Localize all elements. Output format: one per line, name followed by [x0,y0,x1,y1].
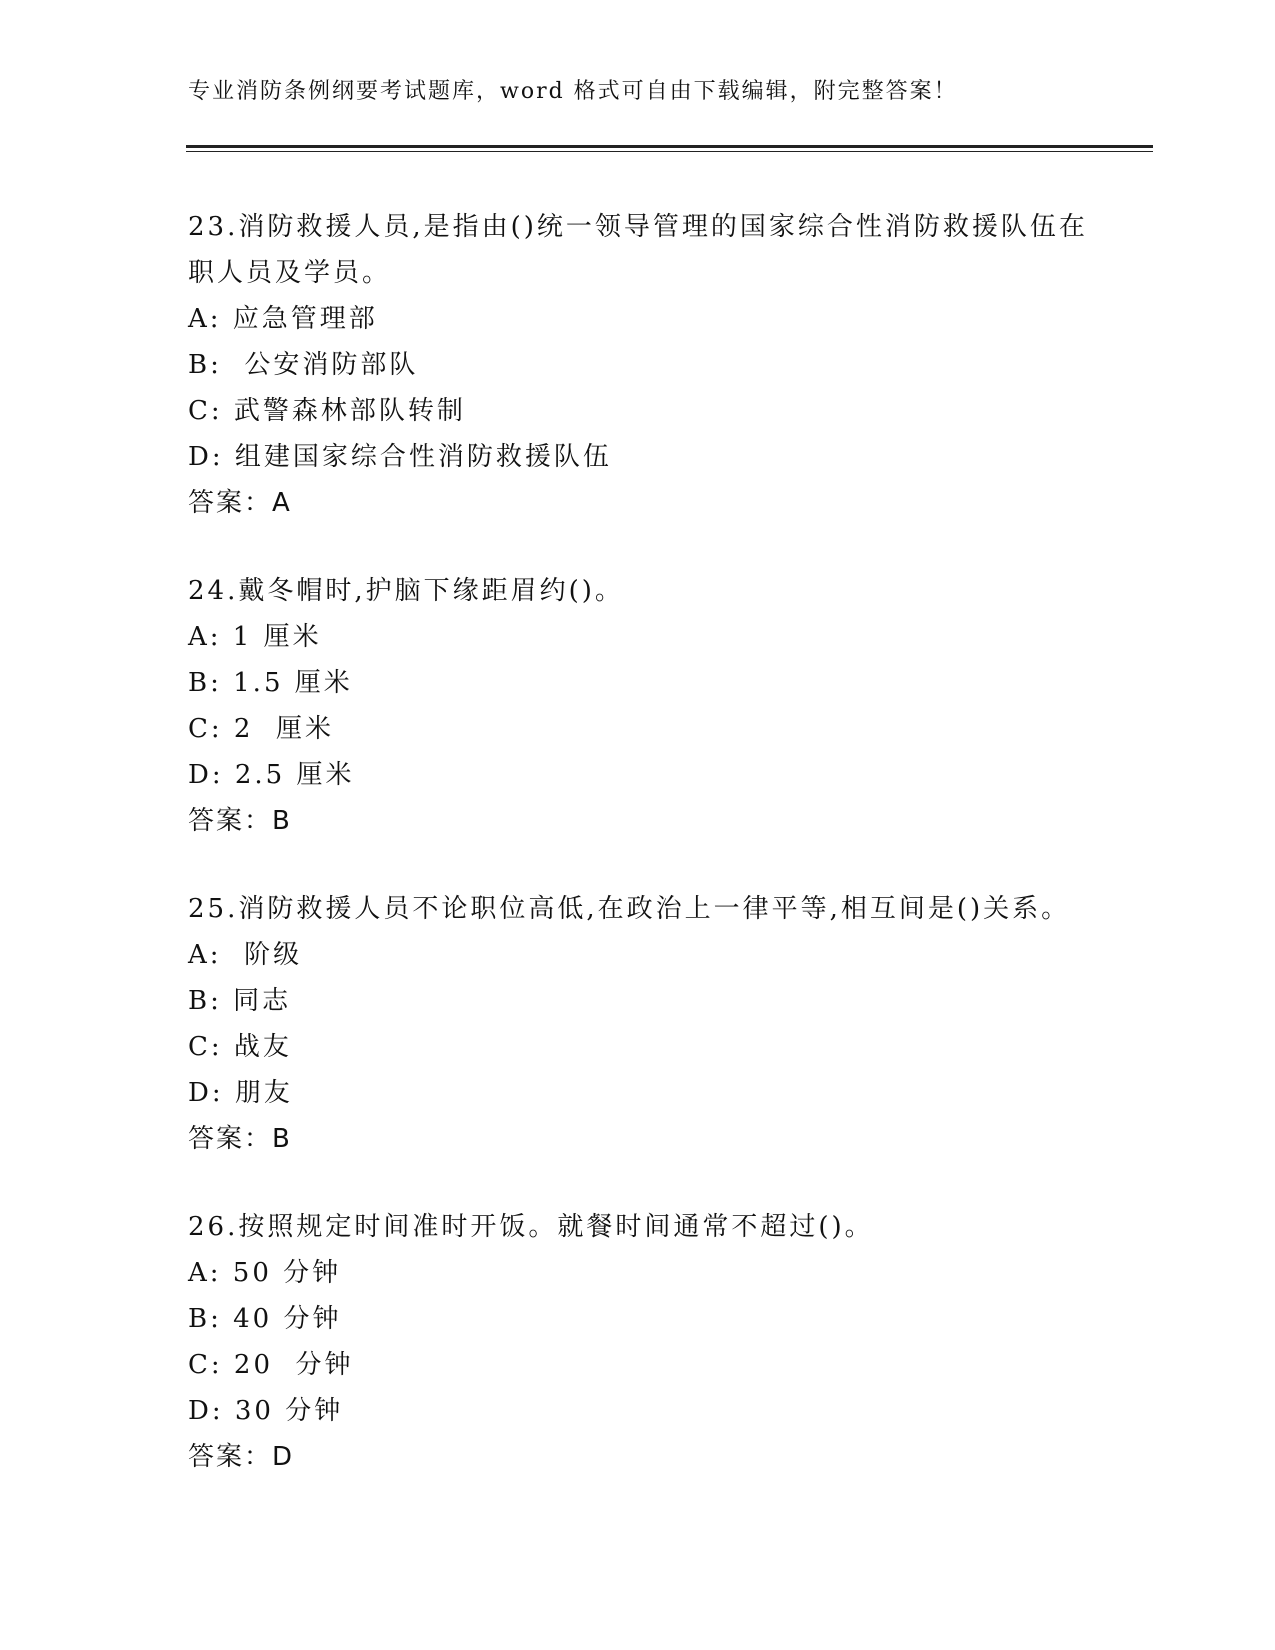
option-a: A: 阶级 [188,940,303,970]
option-b: B: 40 分钟 [188,1304,342,1334]
option-a: A: 50 分钟 [188,1258,342,1288]
option-a: A: 1 厘米 [188,622,322,652]
option-d: D: 30 分钟 [188,1396,344,1426]
answer-line: 答案：A [188,488,292,518]
option-c: C: 武警森林部队转制 [188,396,466,426]
option-b: B: 公安消防部队 [188,350,419,380]
answer-line: 答案：D [188,1442,295,1472]
option-c: C: 战友 [188,1032,292,1062]
answer-line: 答案：B [188,1124,292,1154]
option-d: D: 2.5 厘米 [188,760,355,790]
option-d: D: 组建国家综合性消防救援队伍 [188,442,612,472]
option-b: B: 1.5 厘米 [188,668,353,698]
header-rule-thin [186,151,1153,152]
question-text: 26.按照规定时间准时开饭。就餐时间通常不超过()。 [188,1212,874,1242]
question-23 [188,204,1088,526]
question-text: 24.戴冬帽时,护脑下缘距眉约()。 [188,576,624,606]
answer-line: 答案：B [188,806,292,836]
option-c: C: 20 分钟 [188,1350,354,1380]
header-rule-thick [186,145,1153,148]
question-25 [188,886,1088,1162]
page-header-title: 专业消防条例纲要考试题库，word 格式可自由下载编辑，附完整答案！ [188,79,958,104]
question-text: 25.消防救援人员不论职位高低,在政治上一律平等,相互间是()关系。 [188,894,1071,924]
option-d: D: 朋友 [188,1078,293,1108]
option-c: C: 2 厘米 [188,714,334,744]
question-list [188,204,1088,1522]
option-a: A: 应急管理部 [188,304,378,334]
question-26 [188,1204,1088,1480]
question-24 [188,568,1088,844]
question-text: 23.消防救援人员,是指由()统一领导管理的国家综合性消防救援队伍在职人员及学员。 [188,212,1088,288]
option-b: B: 同志 [188,986,292,1016]
